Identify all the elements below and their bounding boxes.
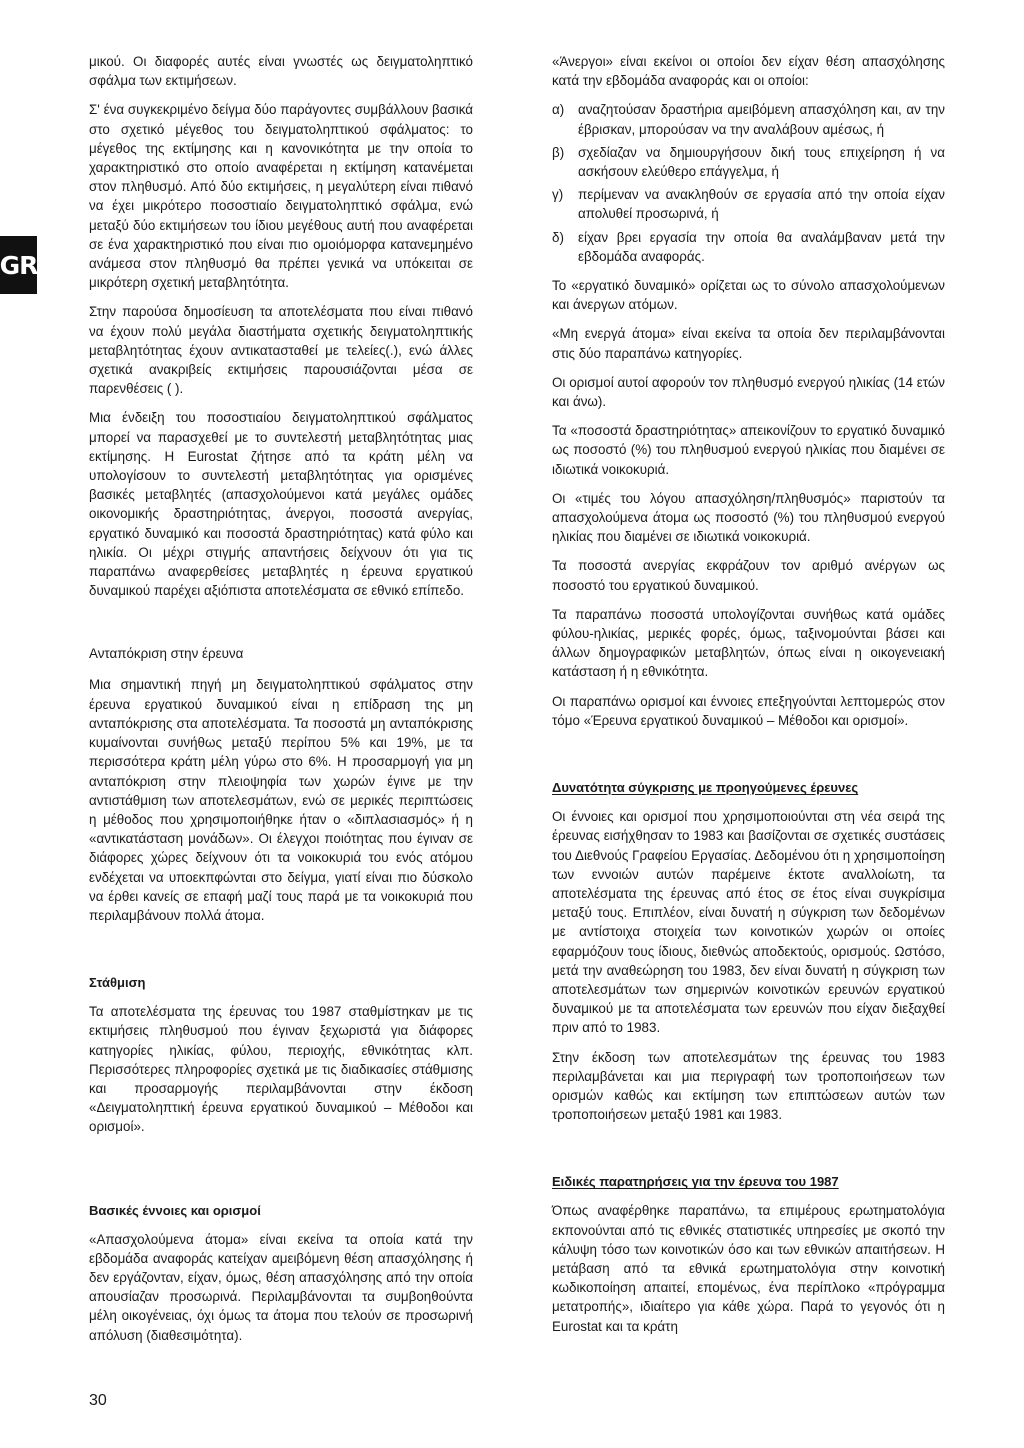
paragraph: Τα αποτελέσματα της έρευνας του 1987 σταθμίστηκαν με τις εκτιμήσεις πληθυσμού που έγιναν ξεχωριστά για διάφορες κατηγορίες ηλικίας, φύλου, περιοχής, εθνικότητας κλπ. Περισσότερες πληροφορίες σχετικά με τις διαδικασίες στάθμισης και προσαρμογής περιλαμβάνονται στην έκδοση «Δειγματοληπτική έρευνα εργατικού δυναμικού – Μέθοδοι και ορισμοί». bbox=[89, 1004, 473, 1135]
paragraph: Τα «ποσοστά δραστηριότητας» απεικονίζουν το εργατικό δυναμικό ως ποσοστό (%) του πληθυσμού ενεργού ηλικίας που διαμένει σε ιδιωτικά νοικοκυριά. bbox=[552, 423, 945, 477]
paragraph: Τα ποσοστά ανεργίας εκφράζουν τον αριθμό ανέργων ως ποσοστό του εργατικού δυναμικού. bbox=[552, 558, 945, 593]
list-marker: γ) bbox=[552, 187, 564, 203]
list-marker: α) bbox=[552, 102, 565, 118]
paragraph: μικού. Οι διαφορές αυτές είναι γνωστές ως δειγματοληπτικό σφάλμα των εκτιμήσεων. bbox=[89, 54, 473, 89]
paragraph: Το «εργατικό δυναμικό» ορίζεται ως το σύνολο απασχολούμενων και άνεργων ατόμων. bbox=[552, 278, 945, 313]
paragraph: Οι «τιμές του λόγου απασχόληση/πληθυσμός» παριστούν τα απασχολούμενα άτομα ως ποσοστό (%) του πληθυσμού ενεργού ηλικίας που διαμένει σε ιδιωτικά νοικοκυριά. bbox=[552, 490, 945, 545]
paragraph: Σ' ένα συγκεκριμένο δείγμα δύο παράγοντες συμβάλλουν βασικά στο σχετικό μέγεθος του δειγματοληπτικού σφάλματος: το μέγεθος της εκτίμησης και η κανονικότητα με την οποία το χαρακτηριστικό στο οποίο αναφέρεται η εκτίμηση κατανέμεται στον πληθυσμό. Από δύο εκτιμήσεις, η μεγαλύτερη είναι πιθανό να έχει μικρότερο ποσοστιαίο δειγματοληπτικό σφάλμα, ενώ μεταξύ δύο εκτιμήσεων του ίδιου μεγέθους αυτή που αναφέρεται σε ένα χαρακτηριστικό που είναι πιο ομοιόμορφα κατανεμημένο ανάμεσα στον πληθυσμό θα πρέπει γενικά να υπόκειται σε μικρότερη σχετική μεταβλητότητα. bbox=[89, 102, 473, 291]
paragraph: Στην έκδοση των αποτελεσμάτων της έρευνας του 1983 περιλαμβάνεται και μια περιγραφή των τροποποιήσεων των ορισμών καθώς και εκτίμηση των επιπτώσεων αυτών των τροποποιήσεων μεταξύ 1981 και 1983. bbox=[552, 1049, 945, 1123]
list-marker: β) bbox=[552, 144, 565, 160]
paragraph: «Απασχολούμενα άτομα» είναι εκείνα τα οποία κατά την εβδομάδα αναφοράς κατείχαν αμειβόμενη θέση απασχόλησης ή δεν εργάζονταν, είχαν, όμως, θέση απασχόλησης από την οποία απουσίαζαν προσωρινά. Περιλαμβάνονται τα συμβοηθούντα μέλη οικογένειας, όχι όμως τα άτομα που τελούν σε προσωρινή απόλυση (διαθεσιμότητα). bbox=[89, 1231, 473, 1343]
right-column bbox=[552, 52, 945, 1346]
paragraph: Μια ένδειξη του ποσοστιαίου δειγματοληπτικού σφάλματος μπορεί να παρασχεθεί με το συντελεστή μεταβλητότητας μιας εκτίμησης. Η Eurostat ζήτησε από τα κράτη μέλη να υπολογίσουν το συντελεστή μεταβλητότητας για ορισμένες βασικές μεταβλητές (απασχολούμενοι κατά μεγάλες ομάδες οικονομικής δραστηριότητας, άνεργοι, ποσοστά ανεργίας, εργατικό δυναμικό και ποσοστά δραστηριότητας) κατά φύλο και ηλικία. Οι μέχρι στιγμής απαντήσεις δείχνουν ότι για τις παραπάνω αναφερθείσες μεταβλητές η έρευνα εργατικού δυναμικού παρέχει αξιόπιστα αποτελέσματα σε εθνικό επίπεδο. bbox=[89, 410, 473, 599]
paragraph: Μια σημαντική πηγή μη δειγματοληπτικού σφάλματος στην έρευνα εργατικού δυναμικού είναι η επίδραση της μη ανταπόκρισης στα αποτελέσματα. Τα ποσοστά μη ανταπόκρισης κυμαίνονται συνήθως μεταξύ περίπου 5% και 19%, με τα περισσότερα κράτη μέλη γύρω στο 6%. Η προσαρμογή για μη ανταπόκριση στην πλειοψηφία των χωρών έγινε με την αντιστάθμιση των αποτελεσμάτων, ενώ σε μερικές περιπτώσεις η μέθοδος που χρησιμοποιήθηκε ήταν ο «διπλασιασμός» ή η «αντικατάσταση μονάδων». Οι έλεγχοι ποιότητας που έγιναν σε διάφορες χώρες δείχνουν ότι τα νοικοκυριά του ενός ατόμου ενδέχεται να υποεκπφώνται στο δείγμα, γιατί είναι πιο δύσκολο να έρθει κανείς σε επαφή μαζί τους παρά με τα νοικοκυριά που περιλαμβάνουν πολλά άτομα. bbox=[89, 677, 473, 923]
section-heading-concepts: Βασικές έννοιες και ορισμοί bbox=[89, 1202, 261, 1218]
list-item bbox=[552, 143, 945, 181]
list-marker: δ) bbox=[552, 229, 564, 245]
section-heading-comparability: Δυνατότητα σύγκρισης με προηγούμενες έρευνες bbox=[552, 780, 859, 796]
list-item bbox=[552, 100, 945, 138]
language-tab: GR bbox=[0, 236, 37, 294]
section-heading-response: Ανταπόκριση στην έρευνα bbox=[89, 646, 244, 662]
list-text: περίμεναν να ανακληθούν σε εργασία από την οποία είχαν απολυθεί προσωρινά, ή bbox=[578, 187, 945, 222]
paragraph: Οι ορισμοί αυτοί αφορούν τον πληθυσμό ενεργού ηλικίας (14 ετών και άνω). bbox=[552, 374, 945, 410]
list-text: σχεδίαζαν να δημιουργήσουν δική τους επιχείρηση ή να ασκήσουν ελεύθερο επάγγελμα, ή bbox=[578, 144, 945, 180]
section-heading-notes-1987: Ειδικές παρατηρήσεις για την έρευνα του 1987 bbox=[552, 1174, 839, 1190]
paragraph: Οι παραπάνω ορισμοί και έννοιες επεξηγούνται λεπτομερώς στον τόμο «Έρευνα εργατικού δυναμικού – Μέθοδοι και ορισμοί». bbox=[552, 693, 945, 728]
paragraph: Στην παρούσα δημοσίευση τα αποτελέσματα που είναι πιθανό να έχουν πολύ μεγάλα διαστήματα σχετικής δειγματοληπτικής μεταβλητότητας έχουν αντικατασταθεί με τελείες(.), ενώ άλλες σχετικά ανακριβείς εκτιμήσεις παρουσιάζονται μέσα σε παρενθέσεις ( ). bbox=[89, 304, 473, 397]
paragraph: Όπως αναφέρθηκε παραπάνω, τα επιμέρους ερωτηματολόγια εκπονούνται από τις εθνικές στατιστικές υπηρεσίες με σκοπό την κάλυψη τόσο των κοινοτικών όσο και των εθνικών απαιτήσεων. Η μετάβαση από τα εθνικά ερωτηματολόγια στην κοινοτική κωδικοποίηση απαιτεί, επομένως, ένα περίπλοκο «πρόγραμμα μετατροπής», ιδιαίτερο για κάθε χώρα. Παρά το γεγονός ότι η Eurostat και τα κράτη bbox=[552, 1203, 945, 1334]
list-item bbox=[552, 185, 945, 223]
paragraph: Οι έννοιες και ορισμοί που χρησιμοποιούνται στη νέα σειρά της έρευνας εισήχθησαν το 1983 και βασίζονται σε σχετικές συστάσεις του Διεθνούς Γραφείου Εργασίας. Δεδομένου ότι η χρησιμοποίηση των εννοιών αυτών παρέμεινε έκτοτε αναλλοίωτη, τα αποτελέσματα της έρευνας από έτος σε έτος είναι συγκρίσιμα μεταξύ τους. Επιπλέον, είναι δυνατή η σύγκριση των δεδομένων με αντίστοιχα στοιχεία των κοινοτικών χωρών οι οποίες εφαρμόζουν τους ίδιους, διεθνώς αποδεκτούς, ορισμούς. Ωστόσο, μετά την αναθεώρηση του 1983, δεν είναι δυνατή η σύγκριση των αποτελεσμάτων των σημερινών κοινοτικών ερευνών εργατικού δυναμικού με τα αποτελέσματα των ερευνών που είχαν διεξαχθεί πριν από το 1983. bbox=[552, 809, 945, 1036]
left-column bbox=[89, 52, 473, 1355]
paragraph: «Μη ενεργά άτομα» είναι εκείνα τα οποία δεν περιλαμβάνονται στις δύο παραπάνω κατηγορίες. bbox=[552, 326, 945, 361]
page-number: 30 bbox=[89, 1392, 107, 1409]
section-heading-weighting: Στάθμιση bbox=[89, 975, 146, 991]
list-item bbox=[552, 228, 945, 266]
paragraph: Τα παραπάνω ποσοστά υπολογίζονται συνήθως κατά ομάδες φύλου-ηλικίας, μερικές φορές, όμως, ταξινομούνται βάσει και άλλων δημογραφικών μεταβλητών, όπως είναι η οικογενειακή κατάσταση ή η εθνικότητα. bbox=[552, 606, 945, 680]
paragraph: «Άνεργοι» είναι εκείνοι οι οποίοι δεν είχαν θέση απασχόλησης κατά την εβδομάδα αναφοράς και οι οποίοι: bbox=[552, 54, 945, 89]
list-text: είχαν βρει εργασία την οποία θα αναλάμβαναν μετά την εβδομάδα αναφοράς. bbox=[578, 229, 945, 264]
unemployed-criteria-list bbox=[552, 100, 945, 266]
list-text: αναζητούσαν δραστήρια αμειβόμενη απασχόληση και, αν την έβρισκαν, μπορούσαν να την αναλάβουν αμέσως, ή bbox=[578, 102, 945, 137]
